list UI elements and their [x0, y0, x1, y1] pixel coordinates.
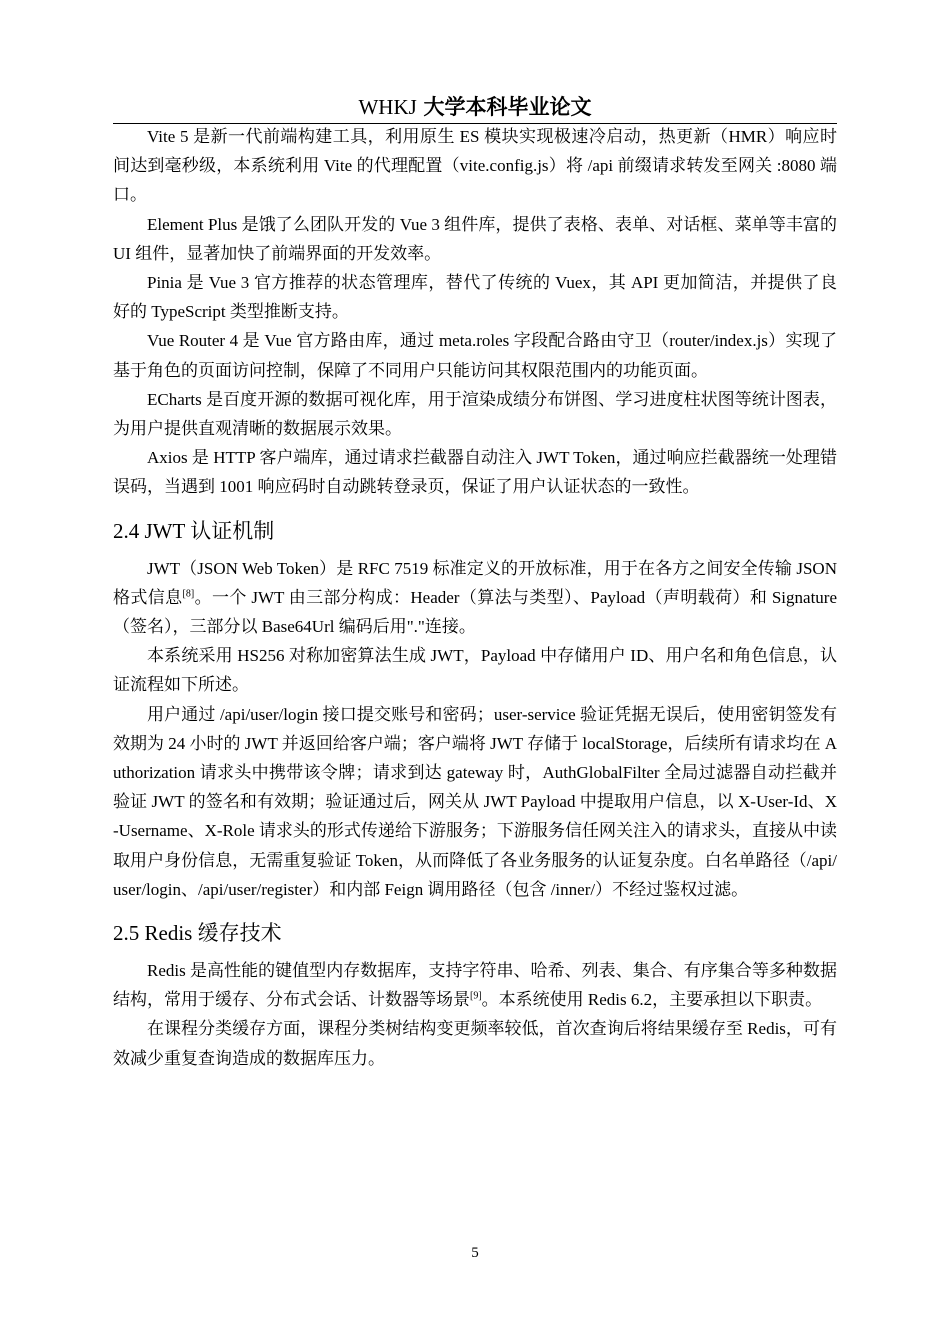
paragraph-vite: Vite 5 是新一代前端构建工具，利用原生 ES 模块实现极速冷启动，热更新（HMR）响应时间达到毫秒级，本系统利用 Vite 的代理配置（vite.config.js）将 /api 前缀请求转发至网关 :8080 端口。: [113, 127, 837, 205]
paragraph-redis-intro: [113, 956, 837, 1014]
page-number: 5: [471, 1245, 479, 1261]
header-title-cjk: 大学本科毕业论文: [423, 95, 592, 119]
jwt-intro-text-a: JWT（JSON Web Token）是 RFC 7519 标准定义的开放标准，用于在各方之间安全传输 JSON 格式信息: [113, 558, 837, 607]
citation-ref-9: [9]: [470, 990, 482, 1002]
header-title-latin: WHKJ: [358, 95, 417, 119]
jwt-intro-text-b: 。一个 JWT 由三部分构成：Header（算法与类型）、Payload（声明载荷）和 Signature（签名），三部分以 Base64Url 编码后用"."连接。: [113, 587, 838, 637]
paragraph-pinia: Pinia 是 Vue 3 官方推荐的状态管理库，替代了传统的 Vuex，其 API 更加简洁，并提供了良好的 TypeScript 类型推断支持。: [113, 273, 837, 322]
redis-intro-text-a: Redis 是高性能的键值型内存数据库，支持字符串、哈希、列表、集合、有序集合等多种数据结构，常用于缓存、分布式会话、计数器等场景: [113, 961, 837, 1010]
paragraph-echarts: ECharts 是百度开源的数据可视化库，用于渲染成绩分布饼图、学习进度柱状图等统计图表，为用户提供直观清晰的数据展示效果。: [113, 389, 837, 439]
paragraph-element-plus: Element Plus 是饿了么团队开发的 Vue 3 组件库，提供了表格、表单、对话框、菜单等丰富的 UI 组件，显著加快了前端界面的开发效率。: [113, 214, 837, 263]
paragraph-axios: Axios 是 HTTP 客户端库，通过请求拦截器自动注入 JWT Token，通过响应拦截器统一处理错误码，当遇到 1001 响应码时自动跳转登录页，保证了用户认证状态的一致性。: [113, 448, 837, 497]
page-header: [113, 94, 837, 120]
page-body: [113, 122, 837, 1073]
section-heading-redis: 2.5 Redis 缓存技术: [113, 921, 282, 946]
paragraph-jwt-intro: [113, 554, 837, 642]
paragraph-redis-category-cache: 在课程分类缓存方面，课程分类树结构变更频率较低，首次查询后将结果缓存至 Redis，可有效减少重复查询造成的数据库压力。: [113, 1019, 837, 1068]
paragraph-jwt-hs256: 本系统采用 HS256 对称加密算法生成 JWT，Payload 中存储用户 ID、用户名和角色信息，认证流程如下所述。: [113, 646, 837, 695]
section-heading-jwt: 2.4 JWT 认证机制: [113, 518, 275, 543]
paragraph-vue-router: Vue Router 4 是 Vue 官方路由库，通过 meta.roles 字段配合路由守卫（router/index.js）实现了基于角色的页面访问控制，保障了不同用户只能访问其权限范围内的功能页面。: [113, 331, 837, 380]
redis-intro-text-b: 。本系统使用 Redis 6.2，主要承担以下职责。: [481, 990, 823, 1010]
paragraph-jwt-flow: 用户通过 /api/user/login 接口提交账号和密码；user-service 验证凭据无误后，使用密钥签发有效期为 24 小时的 JWT 并返回给客户端；客户端将 JWT 存储于 localStorage，后续所有请求均在 Authorization 请求头中携带该令牌；请求到达 gateway 时，AuthGlobalFilter 全局过滤器自动拦截并验证 JWT 的签名和有效期；验证通过后，网关从 JWT Payload 中提取用户信息，以 X-User-Id、X-Username、X-Role 请求头的形式传递给下游服务；下游服务信任网关注入的请求头，直接从中读取用户身份信息，无需重复验证 Token，从而降低了各业务服务的认证复杂度。白名单路径（/api/user/login、/api/user/register）和内部 Feign 调用路径（包含 /inner/）不经过鉴权过滤。: [113, 704, 837, 899]
citation-ref-8: [8]: [182, 588, 195, 600]
